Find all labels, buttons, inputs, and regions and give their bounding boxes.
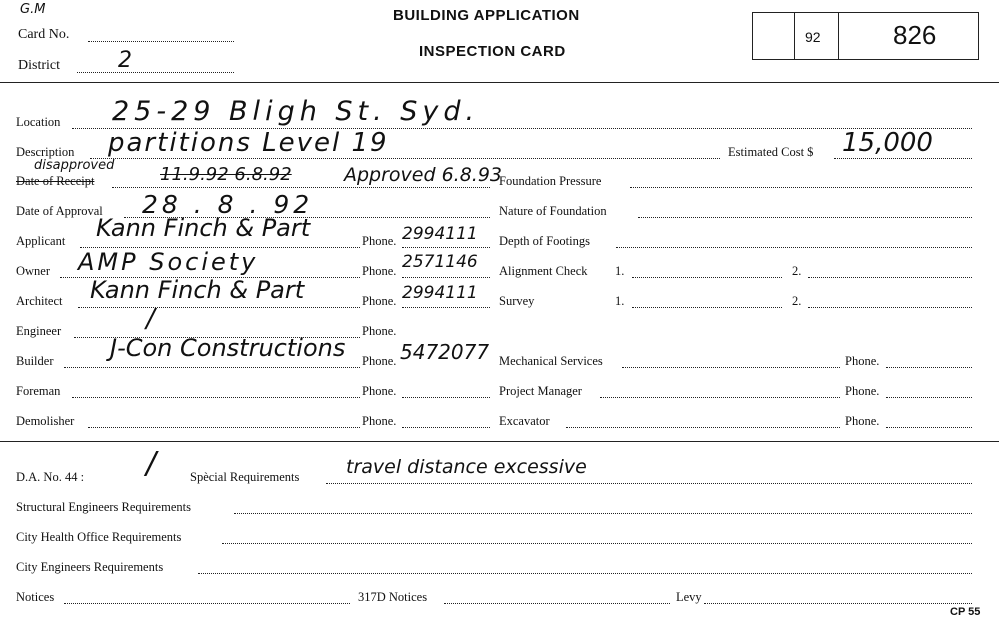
title-building-application: BUILDING APPLICATION (393, 7, 580, 24)
da-no-label: D.A. No. 44 : (16, 470, 85, 484)
alignment-check-2-field[interactable] (808, 277, 972, 278)
card-box-divider (794, 12, 795, 60)
date-of-receipt-field[interactable] (112, 187, 490, 188)
architect-phone-label: Phone. (362, 294, 397, 308)
foreman-field[interactable] (72, 397, 360, 398)
city-health-field[interactable] (222, 543, 972, 544)
special-requirements-label: Spècial Requirements (190, 470, 300, 484)
mechanical-services-phone-field[interactable] (886, 367, 972, 368)
date-of-approval-value: 28 . 8 . 92 (142, 190, 314, 219)
mechanical-services-label: Mechanical Services (499, 354, 603, 368)
description-value: partitions Level 19 (108, 128, 389, 158)
nature-of-foundation-label: Nature of Foundation (499, 204, 607, 218)
description-label: Description (16, 145, 75, 159)
excavator-phone-field[interactable] (886, 427, 972, 428)
demolisher-field[interactable] (88, 427, 360, 428)
project-manager-label: Project Manager (499, 384, 582, 398)
demolisher-phone-field[interactable] (402, 427, 490, 428)
special-requirements-value: travel distance excessive (346, 456, 587, 478)
architect-value: Kann Finch & Part (90, 276, 305, 304)
receipt-dates: 11.9.92 6.8.92 (160, 164, 292, 185)
project-manager-field[interactable] (600, 397, 840, 398)
builder-label: Builder (16, 354, 54, 368)
notices-label: Notices (16, 590, 55, 604)
card-number: 826 (893, 20, 937, 50)
location-value: 25-29 Bligh St. Syd. (112, 96, 480, 127)
foreman-phone-field[interactable] (402, 397, 490, 398)
architect-field[interactable] (78, 307, 360, 308)
depth-of-footings-label: Depth of Footings (499, 234, 590, 248)
city-engineers-field[interactable] (198, 573, 972, 574)
owner-phone-field[interactable] (402, 277, 490, 278)
city-engineers-label: City Engineers Requirements (16, 560, 164, 574)
survey-item-2-label: 2. (792, 294, 802, 308)
city-health-label: City Health Office Requirements (16, 530, 182, 544)
card-box-divider (838, 12, 839, 60)
survey-label: Survey (499, 294, 535, 308)
levy-label: Levy (676, 590, 702, 604)
engineer-label: Engineer (16, 324, 62, 338)
owner-phone-label: Phone. (362, 264, 397, 278)
mechanical-services-phone-label: Phone. (845, 354, 880, 368)
engineer-value: / (146, 304, 155, 334)
owner-phone: 2571146 (402, 252, 478, 272)
alignment-item-2-label: 2. (792, 264, 802, 278)
alignment-check-1-field[interactable] (632, 277, 782, 278)
title-inspection-card: INSPECTION CARD (419, 43, 566, 60)
mechanical-services-field[interactable] (622, 367, 840, 368)
applicant-phone-label: Phone. (362, 234, 397, 248)
district-field[interactable] (77, 72, 234, 73)
alignment-item-1-label: 1. (615, 264, 625, 278)
notices-field[interactable] (64, 603, 350, 604)
survey-2-field[interactable] (808, 307, 972, 308)
notices-317d-field[interactable] (444, 603, 670, 604)
estimated-cost-value: 15,000 (842, 128, 933, 158)
depth-of-footings-field[interactable] (616, 247, 972, 248)
project-manager-phone-label: Phone. (845, 384, 880, 398)
project-manager-phone-field[interactable] (886, 397, 972, 398)
nature-of-foundation-field[interactable] (638, 217, 972, 218)
da-no-value: / (146, 446, 157, 481)
demolisher-phone-label: Phone. (362, 414, 397, 428)
description-field[interactable] (90, 158, 720, 159)
foundation-pressure-label: Foundation Pressure (499, 174, 602, 188)
foreman-label: Foreman (16, 384, 61, 398)
date-of-receipt-label: Date of Receipt (16, 174, 95, 188)
section-rule (0, 441, 999, 442)
survey-1-field[interactable] (632, 307, 782, 308)
card-no-field[interactable] (88, 41, 234, 42)
alignment-check-label: Alignment Check (499, 264, 588, 278)
demolisher-label: Demolisher (16, 414, 75, 428)
form-code: CP 55 (950, 606, 981, 618)
district-label: District (18, 58, 60, 73)
excavator-label: Excavator (499, 414, 550, 428)
estimated-cost-label: Estimated Cost $ (728, 145, 814, 159)
card-year: 92 (805, 29, 821, 45)
applicant-phone: 2994111 (402, 224, 478, 244)
builder-value: J-Con Constructions (110, 334, 346, 362)
foundation-pressure-field[interactable] (630, 187, 972, 188)
applicant-value: Kann Finch & Part (96, 214, 311, 242)
location-label: Location (16, 115, 61, 129)
header-rule (0, 82, 999, 83)
builder-phone-label: Phone. (362, 354, 397, 368)
architect-phone-field[interactable] (402, 307, 490, 308)
survey-item-1-label: 1. (615, 294, 625, 308)
initials: G.M (20, 2, 46, 17)
builder-phone: 5472077 (400, 340, 490, 364)
approved-note: Approved 6.8.93 (344, 164, 503, 186)
date-of-approval-label: Date of Approval (16, 204, 103, 218)
card-number-box (752, 12, 979, 60)
excavator-phone-label: Phone. (845, 414, 880, 428)
disapproved-note: disapproved (34, 158, 115, 173)
owner-label: Owner (16, 264, 51, 278)
estimated-cost-field[interactable] (834, 158, 972, 159)
special-requirements-field[interactable] (326, 483, 972, 484)
notices-317d-label: 317D Notices (358, 590, 428, 604)
district-value: 2 (118, 48, 132, 73)
engineer-phone-label: Phone. (362, 324, 397, 338)
applicant-phone-field[interactable] (402, 247, 490, 248)
excavator-field[interactable] (566, 427, 840, 428)
structural-engineers-field[interactable] (234, 513, 972, 514)
architect-label: Architect (16, 294, 63, 308)
card-no-label: Card No. (18, 27, 70, 42)
levy-field[interactable] (704, 603, 972, 604)
foreman-phone-label: Phone. (362, 384, 397, 398)
structural-engineers-label: Structural Engineers Requirements (16, 500, 191, 514)
owner-value: AMP Society (78, 248, 259, 276)
builder-field[interactable] (64, 367, 360, 368)
architect-phone: 2994111 (402, 283, 478, 303)
applicant-label: Applicant (16, 234, 66, 248)
